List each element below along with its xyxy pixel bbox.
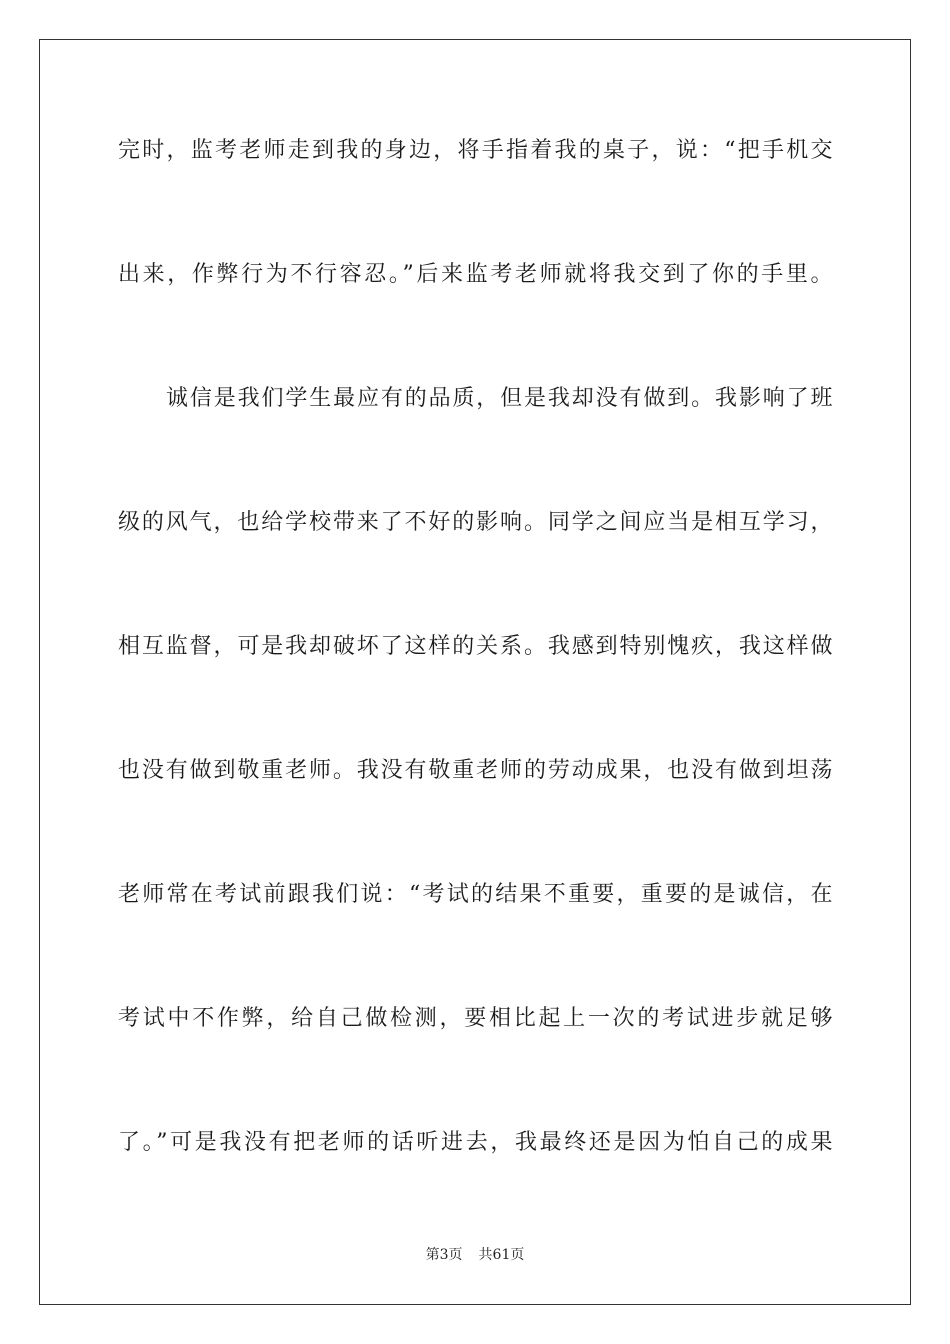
text-line-6: 也没有做到敬重老师。我没有敬重老师的劳动成果，也没有做到坦荡	[118, 758, 833, 783]
text-line-9: 了。”可是我没有把老师的话听进去，我最终还是因为怕自己的成果	[118, 1130, 833, 1155]
page-footer	[0, 1245, 950, 1265]
page-border	[39, 39, 911, 1305]
text-line-2: 出来，作弊行为不行容忍。”后来监考老师就将我交到了你的手里。	[118, 262, 833, 287]
text-line-3: 诚信是我们学生最应有的品质，但是我却没有做到。我影响了班	[166, 386, 833, 411]
page-total: 共61页	[478, 1247, 525, 1263]
text-line-8: 考试中不作弊，给自己做检测，要相比起上一次的考试进步就足够	[118, 1006, 833, 1031]
text-line-4: 级的风气，也给学校带来了不好的影响。同学之间应当是相互学习，	[118, 510, 833, 535]
text-line-1: 完时，监考老师走到我的身边，将手指着我的桌子，说：“把手机交	[118, 138, 833, 163]
text-line-7: 老师常在考试前跟我们说：“考试的结果不重要，重要的是诚信，在	[118, 882, 833, 907]
text-line-5: 相互监督，可是我却破坏了这样的关系。我感到特别愧疚，我这样做	[118, 634, 833, 659]
page-number: 第3页	[425, 1247, 463, 1263]
